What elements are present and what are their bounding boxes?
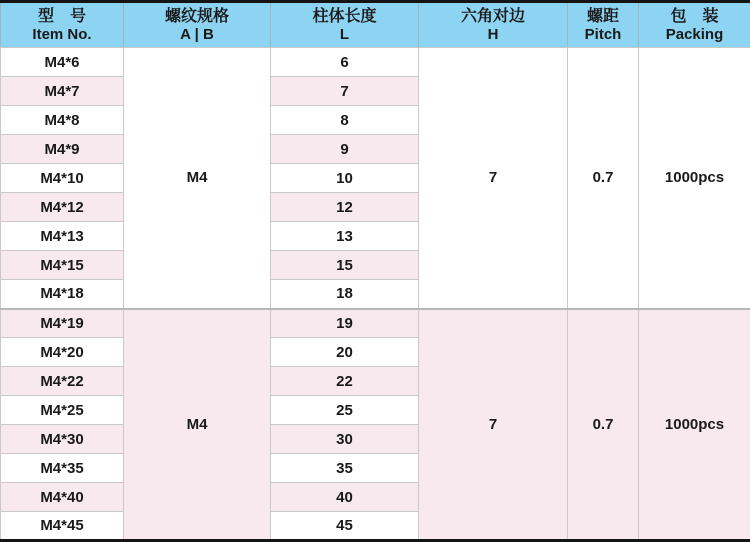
table-row xyxy=(1,48,750,77)
length-cell: 19 xyxy=(271,309,419,338)
header-row xyxy=(1,2,750,48)
length-cell: 12 xyxy=(271,193,419,222)
length-cell: 30 xyxy=(271,425,419,454)
length-cell: 15 xyxy=(271,251,419,280)
item-no-cell: M4*25 xyxy=(1,396,124,425)
pitch-cell: 0.7 xyxy=(568,309,639,541)
col-header-pitch xyxy=(568,2,639,48)
length-cell: 25 xyxy=(271,396,419,425)
col-header-item-no-en: Item No. xyxy=(32,25,92,43)
length-cell: 7 xyxy=(271,77,419,106)
packing-cell: 1000pcs xyxy=(639,309,750,541)
col-header-thread-spec xyxy=(124,2,271,48)
col-header-packing-en: Packing xyxy=(665,25,724,43)
length-cell: 18 xyxy=(271,280,419,309)
length-cell: 20 xyxy=(271,338,419,367)
item-no-cell: M4*45 xyxy=(1,512,124,541)
item-no-cell: M4*22 xyxy=(1,367,124,396)
length-cell: 6 xyxy=(271,48,419,77)
length-cell: 13 xyxy=(271,222,419,251)
item-no-cell: M4*13 xyxy=(1,222,124,251)
col-header-item-no xyxy=(1,2,124,48)
item-no-cell: M4*9 xyxy=(1,135,124,164)
item-no-cell: M4*12 xyxy=(1,193,124,222)
item-no-cell: M4*6 xyxy=(1,48,124,77)
length-cell: 10 xyxy=(271,164,419,193)
item-no-cell: M4*30 xyxy=(1,425,124,454)
item-no-cell: M4*18 xyxy=(1,280,124,309)
table-header xyxy=(1,2,750,48)
length-cell: 35 xyxy=(271,454,419,483)
item-no-cell: M4*40 xyxy=(1,483,124,512)
item-no-cell: M4*15 xyxy=(1,251,124,280)
col-header-packing xyxy=(639,2,750,48)
length-cell: 40 xyxy=(271,483,419,512)
length-cell: 9 xyxy=(271,135,419,164)
table-body xyxy=(1,48,750,541)
item-no-cell: M4*8 xyxy=(1,106,124,135)
col-header-item-no-zh: 型 号 xyxy=(37,7,86,25)
pitch-cell: 0.7 xyxy=(568,48,639,309)
item-no-cell: M4*19 xyxy=(1,309,124,338)
item-no-cell: M4*7 xyxy=(1,77,124,106)
hex-width-cell: 7 xyxy=(419,48,568,309)
length-cell: 22 xyxy=(271,367,419,396)
packing-cell: 1000pcs xyxy=(639,48,750,309)
table-row xyxy=(1,309,750,338)
col-header-pitch-zh: 螺距 xyxy=(586,7,619,25)
hex-width-cell: 7 xyxy=(419,309,568,541)
col-header-thread-spec-zh: 螺纹规格 xyxy=(164,7,229,25)
item-no-cell: M4*20 xyxy=(1,338,124,367)
col-header-length-zh: 柱体长度 xyxy=(312,7,377,25)
col-header-pitch-en: Pitch xyxy=(584,25,622,43)
thread-spec-cell: M4 xyxy=(124,309,271,541)
length-cell: 8 xyxy=(271,106,419,135)
col-header-hex-width-zh: 六角对边 xyxy=(460,7,525,25)
col-header-thread-spec-en: A | B xyxy=(180,25,214,43)
col-header-hex-width xyxy=(419,2,568,48)
item-no-cell: M4*35 xyxy=(1,454,124,483)
item-no-cell: M4*10 xyxy=(1,164,124,193)
col-header-hex-width-en: H xyxy=(487,25,499,43)
col-header-packing-zh: 包 装 xyxy=(670,7,719,25)
col-header-length-en: L xyxy=(339,25,350,43)
thread-spec-cell: M4 xyxy=(124,48,271,309)
length-cell: 45 xyxy=(271,512,419,541)
col-header-length xyxy=(271,2,419,48)
